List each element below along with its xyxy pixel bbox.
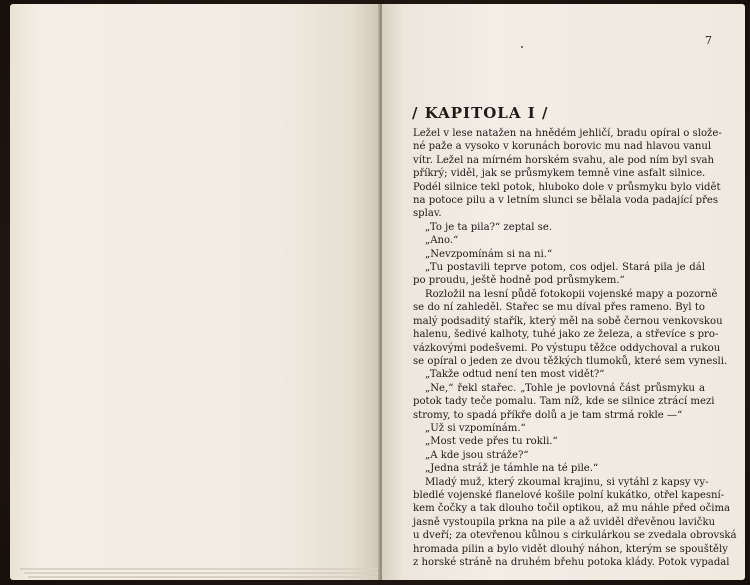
text-line: potok tady teče pomalu. Tam níž, kde se silnice ztrácí mezi (413, 396, 715, 408)
text-line: Podél silnice tekl potok, hluboko dole v průsmyku bylo vidět (413, 181, 721, 193)
text-line: Rozložil na lesní půdě fotokopii vojenské mapy a pozorně (425, 288, 718, 300)
left-page-blank (10, 4, 380, 580)
page-edge (24, 572, 378, 574)
text-line: „Takže odtud není ten most vidět?“ (425, 369, 605, 381)
text-line: z horské stráně na druhém břehu potoka klády. Potok vypadal (413, 557, 730, 568)
text-line: „Nevzpomínám si na ni.“ (425, 248, 553, 260)
text-line: bledlé vojenské flanelové košile polní kukátko, otřel kapesní- (413, 489, 725, 501)
text-line: „Už si vzpomínám.“ (425, 422, 526, 434)
text-line: „A kde jsou stráže?“ (425, 449, 529, 461)
text-line: se opíral o jeden ze dvou těžkých tlumoků, které sem vynesli. (413, 355, 728, 367)
chapter-heading: / KAPITOLA I / (412, 104, 549, 122)
text-line: né paže a vysoko v korunách borovic mu nad hlavou vanul (413, 141, 712, 153)
text-line: „Tu postavili teprve potom, cos odjel. Stará pila je dál (425, 262, 705, 274)
text-line: „Jedna stráž je támhle na té pile.“ (425, 463, 599, 475)
text-line: „Most vede přes tu rokli.“ (425, 436, 558, 448)
text-line: jasně vystoupila prkna na pile a až uviděl dřevěnou lavičku (413, 516, 716, 528)
text-line: Mladý muž, který zkoumal krajinu, si vytáhl z kapsy vy- (425, 476, 709, 488)
page-number: 7 (705, 34, 712, 47)
text-line: u dveří; za otevřenou kůlnou s cirkulárkou se zvedala obrovská (413, 530, 737, 542)
text-line: halenu, šedivé kalhoty, tuhé jako ze železa, a střevíce s pro- (413, 329, 719, 341)
text-line: vázkovými podešvemi. Po výstupu těžce oddychoval a rukou (413, 342, 721, 354)
text-line: na potoce pilu a v letním slunci se bělala voda padající přes (413, 195, 719, 207)
page-edge (20, 568, 378, 570)
text-line: splav. (413, 208, 442, 220)
text-line: Ležel v lese natažen na hnědém jehličí, bradu opíral o slože- (413, 128, 722, 139)
text-line: vítr. Ležel na mírném horském svahu, ale pod ním byl svah (413, 154, 715, 166)
text-line: stromy, to spadá příkře dolů a je tam strmá rokle —“ (413, 409, 683, 421)
text-line: hromada pilin a bylo vidět dlouhý náhon, kterým se spouštěly (413, 543, 728, 555)
text-line: kem čočky a tak dlouho točil optikou, až mu náhle před očima (413, 503, 731, 515)
page-edge (28, 576, 378, 578)
body-text (413, 127, 737, 569)
paper-speck (521, 46, 523, 48)
text-line: se do ní zahleděl. Stařec se mu díval přes rameno. Byl to (413, 302, 705, 314)
text-line: „To je ta pila?“ zeptal se. (425, 221, 553, 233)
text-line: „Ano.“ (425, 235, 459, 247)
text-line: malý podsaditý stařík, který měl na sobě černou venkovskou (413, 315, 723, 327)
text-line: příkrý; viděl, jak se průsmykem temně vine asfalt silnice. (413, 168, 706, 180)
text-line: po proudu, ještě hodně pod průsmykem.“ (413, 275, 625, 287)
text-line: „Ne,“ řekl stařec. „Tohle je povlovná část průsmyku a (425, 382, 705, 394)
